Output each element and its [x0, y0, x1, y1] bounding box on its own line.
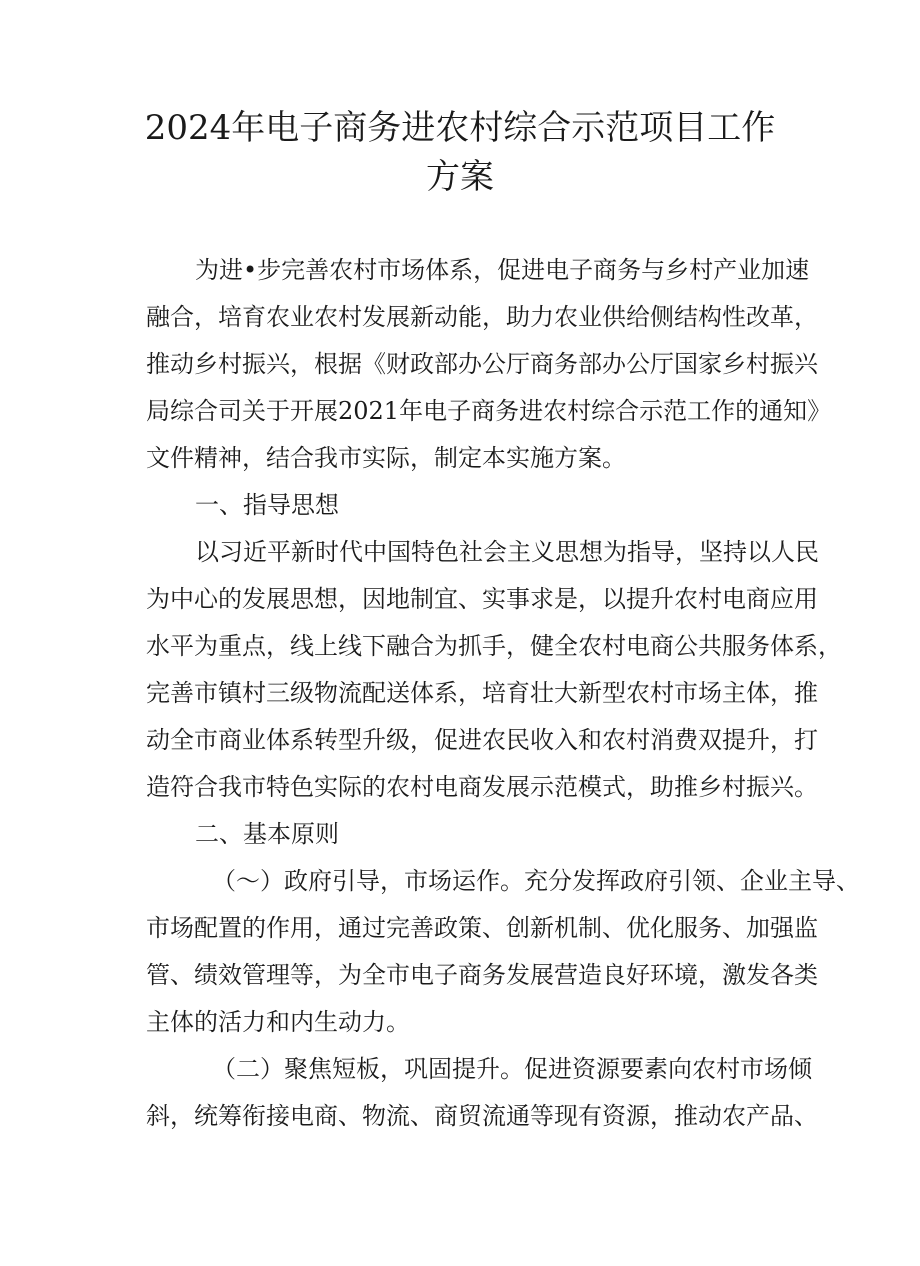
principle-2-line-1: （二）聚焦短板，巩固提升。促进资源要素向农村市场倾 [212, 1055, 812, 1083]
principle-1-line-2: 市场配置的作用，通过完善政策、创新机制、优化服务、加强监 [146, 914, 818, 942]
section-heading-basic-principles: 二、基本原则 [195, 820, 339, 848]
guiding-paragraph-line-3: 水平为重点，线上线下融合为抓手，健全农村电商公共服务体系， [146, 632, 842, 660]
document-title-line-2: 方案 [426, 157, 494, 197]
guiding-paragraph-line-1: 以习近平新时代中国特色社会主义思想为指导，坚持以人民 [195, 538, 819, 566]
principle-1-line-1: （〜）政府引导，市场运作。充分发挥政府引领、企业主导、 [212, 867, 860, 895]
intro-paragraph-line-2: 融合，培育农业农村发展新动能，助力农业供给侧结构性改革， [146, 303, 818, 331]
guiding-paragraph-line-5: 动全市商业体系转型升级，促进农民收入和农村消费双提升，打 [146, 726, 818, 754]
principle-1-line-4: 主体的活力和内生动力。 [146, 1008, 410, 1036]
document-title-line-1: 2024年电子商务进农村综合示范项目工作 [144, 108, 776, 148]
intro-paragraph-line-4: 局综合司关于开展2021年电子商务进农村综合示范工作的通知》 [146, 397, 832, 425]
intro-paragraph-line-5: 文件精神，结合我市实际，制定本实施方案。 [146, 444, 626, 472]
principle-1-line-3: 管、绩效管理等，为全市电子商务发展营造良好环境，激发各类 [146, 961, 818, 989]
guiding-paragraph-line-6: 造符合我市特色实际的农村电商发展示范模式，助推乡村振兴。 [146, 773, 818, 801]
guiding-paragraph-line-2: 为中心的发展思想，因地制宜、实事求是，以提升农村电商应用 [146, 585, 818, 613]
guiding-paragraph-line-4: 完善市镇村三级物流配送体系，培育壮大新型农村市场主体，推 [146, 679, 818, 707]
intro-paragraph-line-1: 为进•步完善农村市场体系，促进电子商务与乡村产业加速 [195, 256, 810, 284]
intro-paragraph-line-3: 推动乡村振兴，根据《财政部办公厅商务部办公厅国家乡村振兴 [146, 350, 818, 378]
section-heading-guiding-ideology: 一、指导思想 [195, 491, 339, 519]
principle-2-line-2: 斜，统筹衔接电商、物流、商贸流通等现有资源，推动农产品、 [146, 1102, 818, 1130]
